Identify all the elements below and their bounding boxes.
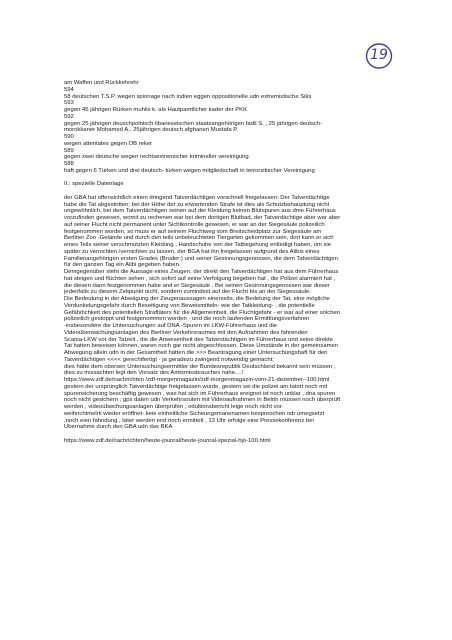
- body-line: der GBA hat offensichtlich einen dringend Tatverdächtigen vorschnell freigelassen: Der Tatverdächtige: [64, 194, 330, 201]
- list-line: morokkaner Mohamed A., 25jährigen deutsch afghanen Mustafa P.: [64, 127, 239, 134]
- section-heading: II.: spezielle Datenlage: [64, 181, 124, 188]
- body-line: Die Bedeutung in der Abwägung der Zeugenaussagen einerseits, die Bedetung der Tat, eine mögliche: [64, 296, 330, 302]
- body-line: ungewöhnlich, bei dem Tatverdächtigen seinen auf der Kleidung keinen Blutspuren aus dme Führerhaus: [64, 208, 336, 215]
- list-line: gegen zwei deutsche wegen rechtsextrensicher krimineller vereinigung: [64, 154, 249, 161]
- body-line: https://www.zdf.de/nachrichten /zdf-morgenmagazin/zdf-morgenmagazin-vom-21-dezember--100.html: [64, 377, 330, 383]
- body-line: dies zu missachten legt den Vorsatz des Amtsmissbrauches nahe....!: [64, 370, 244, 377]
- body-line: Übernahme durch den GBA udn das BKA: [64, 424, 173, 431]
- page-number: 19: [370, 47, 388, 63]
- list-line: 594: [64, 86, 74, 93]
- list-line: 592: [64, 113, 74, 120]
- list-line: gegen 45 jährigen Rürken muhlis k. als Hautpamtlicher kader der PKK: [64, 107, 248, 113]
- body-line: weihnchtmelrk wieder eröffnet- keie einheitliche Sicheungsmanenamen bespreochen odr umegsetzt: [64, 410, 325, 417]
- list-line: 593: [64, 100, 74, 107]
- body-line: Abwegung allein udn in der Gesamtheit hätten die >>> Beantragung einer Untersuchungshaft für den: [64, 350, 328, 356]
- body-line: Gefährlichkeit des potentiellen Straftäters für die Allgemeinheit, die Fluchtgefahr - er war auf einer solchen: [64, 309, 341, 316]
- case-list: [64, 80, 436, 175]
- body-line: Berliner Zoo -Gelände und durch den teils unbeleuchteten Tiergarten gekommen sein, dort kann er sich: [64, 235, 334, 242]
- body-line: auf seiner Flucht nicht permanent unter Sichtkontrolle gewesen, er war an der Siegesäule polizeilich: [64, 221, 325, 228]
- document-body: [64, 80, 436, 445]
- list-line: 58 deutschen T.S.P. wegen spionage nach indien eggen oppositionelle udn extremistische Siks: [64, 93, 312, 100]
- body-line: Tat hatten beweisen können, waren noch gar nicht abgeschlossen. Diese Umstände in der gemeinsamen: [64, 343, 339, 350]
- list-line: am Waffen und Rückkehrehr: [64, 80, 139, 86]
- body-line: habe die Tat abgestritten; bei der Höhe der zu erwartenden Strafe ist dies als Schutzbehauptung nicht: [64, 201, 330, 208]
- page-number-annotation: [365, 42, 393, 70]
- body-line: spurensicherung beschäftig gewesen , was hat sich im Führerhaus ereignet ist noch unklar , dna spuren: [64, 390, 336, 397]
- footer-link[interactable]: https://www.zdf.de/nachrichten/heute-jounral/heute-jounral-spezial-hjo-100.html: [64, 437, 271, 444]
- body-line: dies hätte dem obersen Untersuchungsermittler der Bundesrepublik Deutschland bekannt sein müssen ,: [64, 363, 336, 370]
- body-line: Scania-LKW vor der Tatzeit , die die Anwesenheit des Tatverdächtigen im Führerhaus und seine direkte: [64, 336, 333, 343]
- body-line: festgenommen worden, so muss er auf seinem Fluchtweg vom Breitscheidplatz zur Siegesäule am: [64, 228, 322, 235]
- body-line: Verdunkelungsgefahr durch Beseitigung von Beweismitteln- wie der Tatkleidung- , die potentielle: [64, 302, 315, 309]
- list-line: 589: [64, 147, 74, 154]
- body-line: eines Teils seiner verschmutzten Kleidung , Handschuhe von der Tatbegehung entledigt haben, um sie: [64, 242, 331, 248]
- body-line: Familienangehörigen ersten Grades (Bruder:) und seiner Gesinnungsgenossen, die dem Tatverdächtigen: [64, 255, 338, 262]
- body-line: für den ganzen Tag ein Alibi gegeben haben.: [64, 262, 181, 269]
- list-line: 588: [64, 161, 74, 167]
- list-line: gegen 25 jährigen deuschpolnisch libaneseischen staatsangehörigen fadil S. , 25 jährigen deutsch-: [64, 120, 323, 127]
- body-line: werden , videoübwchungsanlagen überprüfen , odultionsbericht leige noch nicht vor: [64, 404, 282, 410]
- body-line: hat steigen und flüchten sehen , sich sofort auf seine Verfolgung begeben hat , die Polizei alarmiert hat ,: [64, 275, 336, 282]
- body-line: ,noch eien fahndung , täter werden erst noch ermittelt , 13 Uhr erfolge eine Pressekonferenz bei: [64, 417, 314, 424]
- body-line: Tatverdächtigen <<<< gerechtfertigt - ja geradezu zwingend notwendig gemacht;: [64, 356, 274, 363]
- body-line: Demgegenüber steht die Aussage eines Zeugen, der direkt den Tatverdächtigen hat aus dem Führerhaus: [64, 269, 339, 275]
- body-line: polizeilich gestoppt und festgenommen worden - und die noch laufenden Ermittlungsverfahren: [64, 316, 310, 323]
- body-line: gestern der ursprünglich Tatverdächtige freigelassen wurde, gestern sei die polizei am tatort noch mit: [64, 383, 328, 390]
- body-line: jedenfalls zu diesem Zeitpunkt nicht, sondern zumindest auf der Flucht bis an der Siegessäule.: [64, 289, 311, 296]
- body-line: -insbesondere die Untersuchungen auf DNA -Spuren im LKW-Führerhaus und die: [64, 323, 278, 329]
- body-line: vorzufinden gewesen, womit zu rechenen war bei dem dortigen Blutbad, der Tatverdächtige aber war aber: [64, 215, 341, 221]
- body-line: Videoüberwachungsanlagen des Berliner Verkehrsraumes mit den Aufnahmen des fahrenden: [64, 329, 308, 336]
- body-line: noch nicht gesichern ; gps daten udn Verkehrsouten mit Videoaufnahmen in Belrin müssen noch überprüft: [64, 397, 341, 404]
- body-line: später zu vernichten /vernichten zu lassen, der BGA hat ihn freigelassen aufgrund des Alibis eines: [64, 248, 320, 255]
- body-text: [64, 195, 436, 431]
- list-line: 590: [64, 134, 74, 140]
- list-line: wegen attentates gegen OB reker: [64, 140, 153, 147]
- list-line: haft gegen 6 Türken und drei deutsch- türken wegen mitgliedschaft in terrorsitischer Vereinigung: [64, 167, 315, 174]
- body-line: die diesen dann festgenommen habe and er Siegesäule . Bei seinen Gesinnungsgenossen war dieser: [64, 282, 330, 289]
